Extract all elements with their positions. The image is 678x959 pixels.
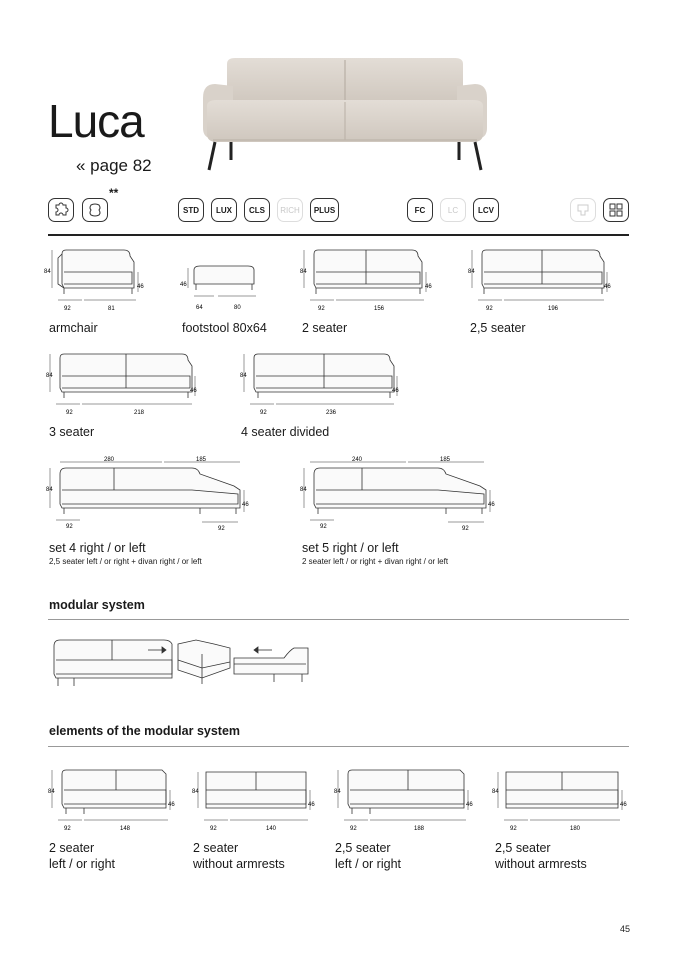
element-two-seater-drawing: [44, 764, 184, 836]
four-seater-drawing: [236, 348, 406, 420]
page-number: 45: [619, 924, 630, 934]
stars-note: **: [109, 186, 119, 200]
dim-label: 84: [192, 789, 199, 795]
dim-label: 46: [604, 284, 611, 290]
section-heading: elements of the modular system: [49, 724, 241, 738]
quality-button-std[interactable]: STD: [178, 198, 204, 222]
quality-button-lux[interactable]: LUX: [211, 198, 237, 222]
puzzle-icon[interactable]: [48, 198, 74, 222]
dim-label: 92: [64, 306, 71, 312]
dim-label: 92: [210, 826, 217, 832]
three-seater-drawing: [42, 348, 202, 420]
element-label: left / or right: [335, 857, 401, 871]
product-label: 2 seater: [302, 321, 348, 335]
dim-label: 84: [46, 373, 53, 379]
dim-label: 46: [242, 502, 249, 508]
dim-label: 84: [48, 789, 55, 795]
set-five-drawing: [296, 452, 506, 540]
headrest-icon[interactable]: [570, 198, 596, 222]
dim-label: 84: [300, 487, 307, 493]
sofa-photo: [195, 56, 495, 176]
dim-label: 84: [334, 789, 341, 795]
quality-button-cls[interactable]: CLS: [244, 198, 270, 222]
element-label: left / or right: [49, 857, 115, 871]
leg-button-lcv[interactable]: LCV: [473, 198, 499, 222]
dim-label: 84: [44, 269, 51, 275]
product-label: set 4 right / or left: [49, 541, 146, 555]
element-label: 2,5 seater: [335, 841, 391, 855]
dim-label: 218: [134, 410, 145, 416]
dim-label: 46: [392, 388, 399, 394]
header-divider: [48, 234, 629, 236]
dim-label: 80: [234, 305, 241, 311]
dim-label: 236: [326, 410, 337, 416]
two-half-seater-drawing: [464, 244, 614, 316]
dim-label: 92: [320, 524, 327, 530]
dim-label: 156: [374, 306, 385, 312]
dim-label: 180: [570, 826, 581, 832]
dim-label: 92: [64, 826, 71, 832]
dim-label: 92: [66, 410, 73, 416]
dim-label: 92: [218, 526, 225, 532]
dim-label: 92: [350, 826, 357, 832]
dim-label: 84: [492, 789, 499, 795]
modular-system-drawing: [44, 634, 314, 696]
footstool-drawing: [178, 258, 268, 316]
dim-label: 84: [240, 373, 247, 379]
quality-button-rich[interactable]: RICH: [277, 198, 303, 222]
dim-label: 46: [466, 802, 473, 808]
dim-label: 92: [486, 306, 493, 312]
dim-label: 46: [137, 284, 144, 290]
element-label: without armrests: [193, 857, 285, 871]
dim-label: 240: [352, 457, 363, 463]
leather-icon[interactable]: [82, 198, 108, 222]
element-label: 2 seater: [49, 841, 95, 855]
dim-label: 280: [104, 457, 115, 463]
element-two-half-seater-drawing: [330, 764, 480, 836]
two-seater-drawing: [296, 244, 436, 316]
product-label: 4 seater divided: [241, 425, 330, 439]
dim-label: 46: [308, 802, 315, 808]
leg-button-fc[interactable]: FC: [407, 198, 433, 222]
dim-label: 46: [180, 282, 187, 288]
dim-label: 185: [440, 457, 451, 463]
product-label: 3 seater: [49, 425, 95, 439]
dim-label: 188: [414, 826, 425, 832]
dim-label: 84: [300, 269, 307, 275]
product-label: footstool 80x64: [182, 321, 267, 335]
leg-button-lc[interactable]: LC: [440, 198, 466, 222]
dim-label: 46: [488, 502, 495, 508]
dim-label: 84: [468, 269, 475, 275]
dim-label: 92: [260, 410, 267, 416]
section-divider: [48, 746, 629, 747]
product-label: set 5 right / or left: [302, 541, 399, 555]
dim-label: 148: [120, 826, 131, 832]
element-label: 2,5 seater: [495, 841, 551, 855]
product-sublabel: 2 seater left / or right + divan right / or left: [302, 557, 449, 566]
section-heading: modular system: [49, 598, 145, 612]
armchair-drawing: [44, 244, 150, 316]
product-label: 2,5 seater: [470, 321, 526, 335]
dim-label: 185: [196, 457, 207, 463]
modular-grid-icon[interactable]: [603, 198, 629, 222]
element-label: 2 seater: [193, 841, 239, 855]
set-four-drawing: [42, 452, 262, 540]
dim-label: 140: [266, 826, 277, 832]
element-label: without armrests: [495, 857, 587, 871]
element-two-half-seater-no-arms-drawing: [490, 764, 635, 836]
dim-label: 92: [318, 306, 325, 312]
dim-label: 46: [620, 802, 627, 808]
quality-button-plus[interactable]: PLUS: [310, 198, 339, 222]
dim-label: 46: [168, 802, 175, 808]
dim-label: 92: [66, 524, 73, 530]
dim-label: 46: [190, 388, 197, 394]
dim-label: 92: [510, 826, 517, 832]
page-reference[interactable]: « page 82: [76, 156, 152, 175]
dim-label: 196: [548, 306, 559, 312]
section-divider: [48, 619, 629, 620]
element-two-seater-no-arms-drawing: [190, 764, 325, 836]
dim-label: 64: [196, 305, 203, 311]
dim-label: 84: [46, 487, 53, 493]
dim-label: 46: [425, 284, 432, 290]
dim-label: 81: [108, 306, 115, 312]
product-sublabel: 2,5 seater left / or right + divan right / or left: [49, 557, 202, 566]
product-label: armchair: [49, 321, 98, 335]
dim-label: 92: [462, 526, 469, 532]
product-title: Luca: [48, 95, 144, 147]
